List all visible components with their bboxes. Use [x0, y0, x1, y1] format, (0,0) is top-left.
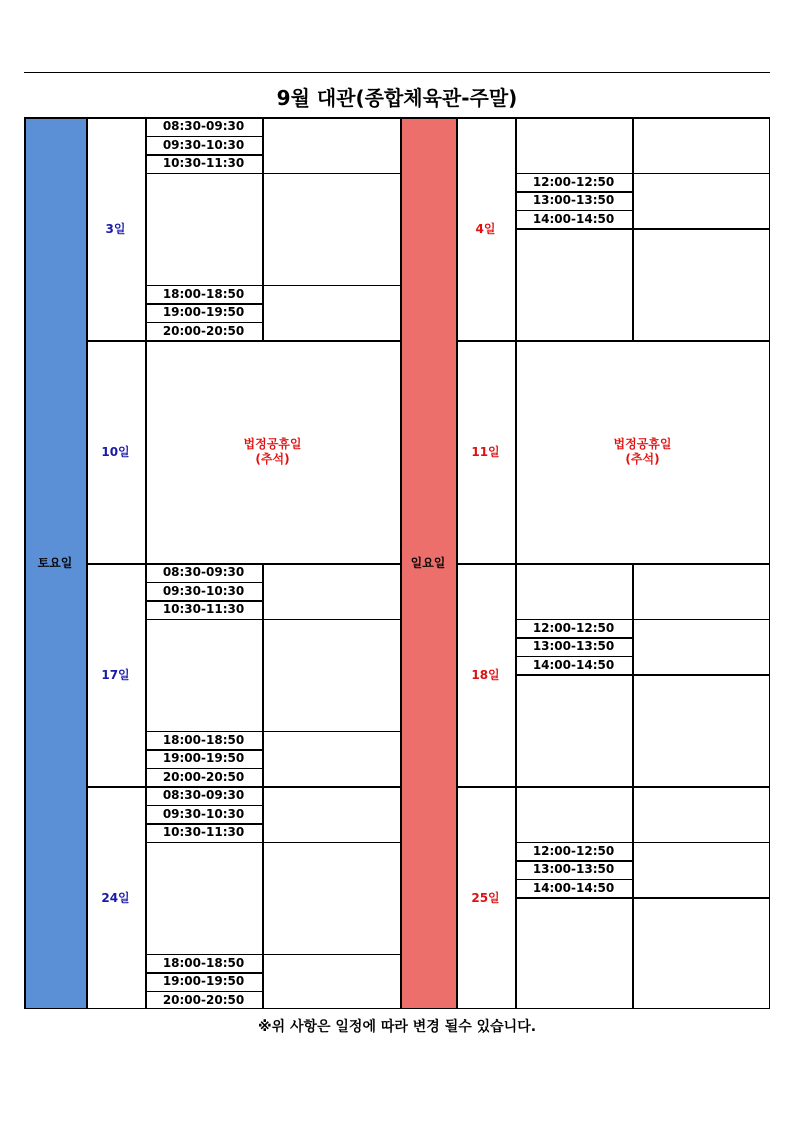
- time-slot: 18:00-18:50: [162, 286, 245, 301]
- saturday-label: 토요일: [37, 555, 73, 570]
- slot-divider: [145, 619, 400, 621]
- time-slot: 08:30-09:30: [162, 565, 245, 580]
- holiday-title: 법정공휴일: [243, 436, 302, 451]
- time-slot: 18:00-18:50: [162, 955, 245, 970]
- slot-col-divider: [262, 786, 264, 1009]
- holiday-subtitle: (추석): [625, 451, 660, 466]
- time-slot: 19:00-19:50: [162, 305, 245, 320]
- top-rule: [24, 72, 770, 73]
- saturday-date: 17일: [101, 668, 130, 682]
- time-slot: 10:30-11:30: [162, 156, 245, 171]
- time-slot: 14:00-14:50: [532, 211, 615, 226]
- page-title: 9월 대관(종합체육관-주말): [276, 86, 518, 110]
- time-slot: 08:30-09:30: [162, 788, 245, 803]
- time-slot: 09:30-10:30: [162, 583, 245, 598]
- holiday-label: [145, 340, 400, 563]
- slot-divider: [515, 674, 770, 676]
- time-slot: 08:30-09:30: [162, 119, 245, 134]
- slot-col-divider: [262, 117, 264, 340]
- slot-divider: [515, 897, 770, 899]
- saturday-date: 3일: [105, 222, 126, 236]
- time-slot: 18:00-18:50: [162, 732, 245, 747]
- sunday-date: 4일: [475, 222, 496, 236]
- sunday-label: 일요일: [410, 555, 446, 570]
- saturday-date: 10일: [101, 445, 130, 459]
- footer-note: ※위 사항은 일정에 따라 변경 될수 있습니다.: [257, 1019, 537, 1035]
- slot-divider: [515, 228, 770, 230]
- time-slot: 20:00-20:50: [162, 992, 245, 1007]
- time-slot: 12:00-12:50: [532, 620, 615, 635]
- time-slot: 14:00-14:50: [532, 880, 615, 895]
- sunday-date: 11일: [471, 445, 500, 459]
- holiday-subtitle: (추석): [255, 451, 290, 466]
- holiday-title: 법정공휴일: [613, 436, 672, 451]
- time-slot: 14:00-14:50: [532, 657, 615, 672]
- time-slot: 10:30-11:30: [162, 825, 245, 840]
- col-divider: [400, 117, 402, 1009]
- slot-divider: [145, 842, 400, 844]
- schedule-table: [24, 117, 770, 1009]
- time-slot: 09:30-10:30: [162, 137, 245, 152]
- time-slot: 20:00-20:50: [162, 323, 245, 338]
- time-slot: 12:00-12:50: [532, 843, 615, 858]
- time-slot: 09:30-10:30: [162, 806, 245, 821]
- time-slot: 13:00-13:50: [532, 193, 615, 208]
- sunday-date: 25일: [471, 891, 500, 905]
- holiday-label: [515, 340, 770, 563]
- time-slot: 19:00-19:50: [162, 974, 245, 989]
- table-left-border: [24, 117, 26, 1009]
- time-slot: 13:00-13:50: [532, 862, 615, 877]
- time-slot: 12:00-12:50: [532, 174, 615, 189]
- slot-col-divider: [262, 563, 264, 786]
- time-slot: 19:00-19:50: [162, 751, 245, 766]
- saturday-date: 24일: [101, 891, 130, 905]
- time-slot: 20:00-20:50: [162, 769, 245, 784]
- time-slot: 13:00-13:50: [532, 639, 615, 654]
- sunday-date: 18일: [471, 668, 500, 682]
- time-slot: 10:30-11:30: [162, 602, 245, 617]
- slot-divider: [145, 173, 400, 175]
